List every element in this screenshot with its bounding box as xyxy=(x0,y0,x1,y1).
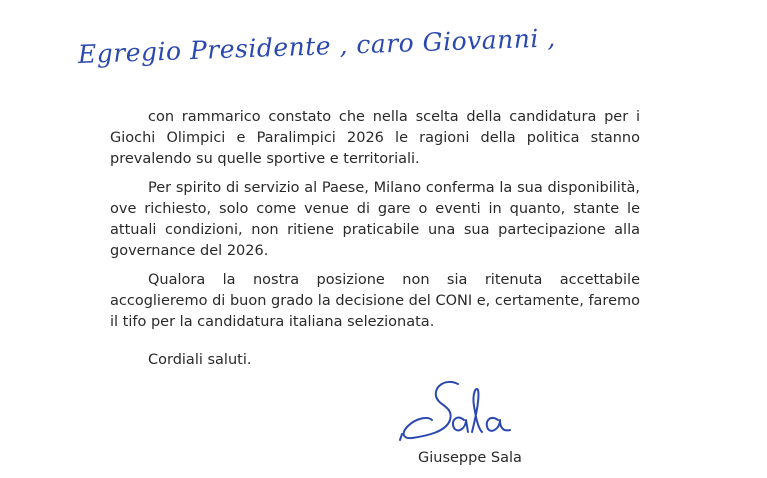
handwritten-signature xyxy=(398,376,548,456)
handwritten-salutation: Egregio Presidente , caro Giovanni , xyxy=(77,23,557,69)
letter-paragraph: Qualora la nostra posizione non sia ritenuta accettabile accoglieremo di buon grado la decisione del CONI e, certamente, faremo il tifo per la candidatura italiana selezionata. xyxy=(110,272,640,330)
closing-line: Cordiali saluti. xyxy=(148,352,252,368)
letter-paragraph: con rammarico constato che nella scelta della candidatura per i Giochi Olimpici e Paralimpici 2026 le ragioni della politica stanno prevalendo su quelle sportive e territoriali. xyxy=(110,109,640,167)
signer-name: Giuseppe Sala xyxy=(418,450,522,466)
letter-paragraph: Per spirito di servizio al Paese, Milano conferma la sua disponibilità, ove richiesto, solo come venue di gare o eventi in quanto, stante le attuali condizioni, non ritiene praticabile una sua partecipazione alla governance del 2026. xyxy=(110,180,640,259)
